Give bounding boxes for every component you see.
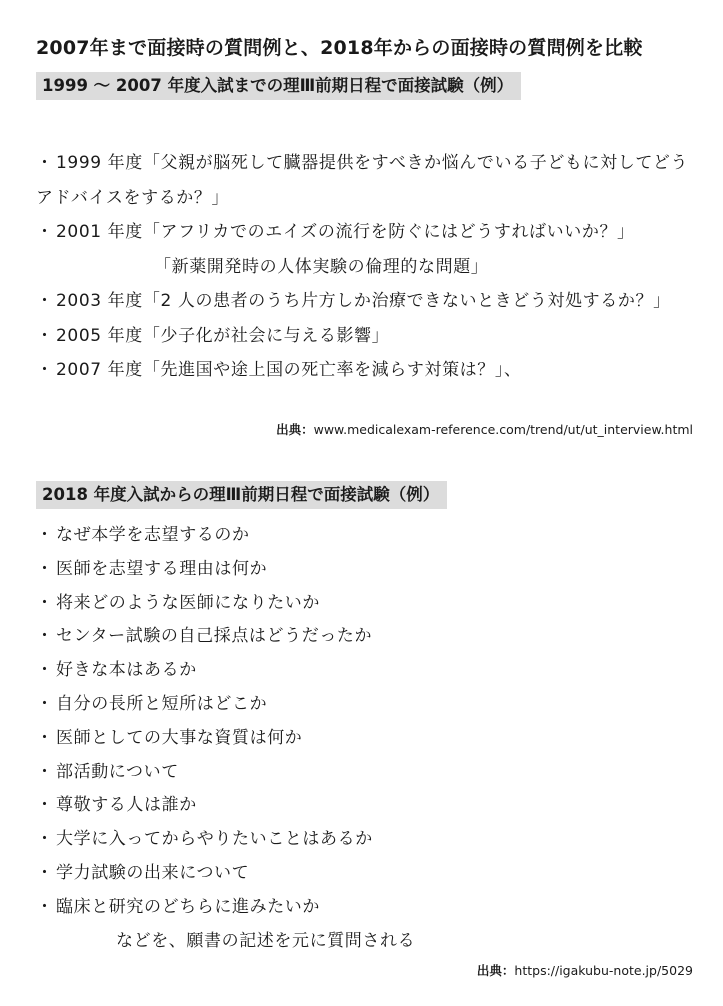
question-text: 将来どのような医師になりたいか <box>56 592 320 613</box>
question-text: なぜ本学を志望するのか <box>56 525 250 545</box>
bullet: ・ <box>36 291 54 311</box>
question-text: 部活動について <box>56 761 179 782</box>
section2-source <box>477 962 693 980</box>
bullet: ・ <box>36 795 54 816</box>
question-text: 大学に入ってからやりたいことはあるか <box>56 829 373 850</box>
source-url: https://igakubu-note.jp/5029 <box>514 963 693 978</box>
question-text: 医師を志望する理由は何か <box>56 558 268 579</box>
list-item <box>36 353 696 388</box>
bullet: ・ <box>36 727 54 748</box>
question-text: 臨床と研究のどちらに進みたいか <box>56 896 320 917</box>
list-item <box>36 823 696 857</box>
bullet: ・ <box>36 325 54 346</box>
list-item <box>36 146 696 215</box>
bullet: ・ <box>36 222 54 242</box>
question-text: 好きな本はあるか <box>56 660 197 681</box>
section1-question-list <box>36 146 696 388</box>
list-item <box>36 519 696 553</box>
source-label: 出典： <box>276 422 314 437</box>
question-text: 2003 年度「2 人の患者のうち片方しか治療できないときどう対処するか？」 <box>56 291 671 311</box>
bullet: ・ <box>36 862 54 883</box>
section2-question-list <box>36 519 696 925</box>
question-text: 尊敬する人は誰か <box>56 795 197 816</box>
bullet: ・ <box>36 896 54 917</box>
bullet: ・ <box>36 829 54 850</box>
bullet: ・ <box>36 525 54 545</box>
question-text: 「新薬開発時の人体実験の倫理的な問題」 <box>154 256 489 277</box>
question-text: センター試験の自己採点はどうだったか <box>56 626 373 647</box>
bullet: ・ <box>36 153 54 173</box>
list-item <box>36 250 696 285</box>
list-item <box>36 319 696 354</box>
source-label: 出典： <box>476 963 515 978</box>
list-item <box>36 756 696 790</box>
bullet: ・ <box>36 761 54 782</box>
question-text: 1999 年度「父親が脳死して臓器提供をすべきか悩んでいる子どもに対してどうアドバイスをするか？」 <box>36 153 689 208</box>
list-item <box>36 620 696 654</box>
list-item <box>36 553 696 587</box>
bullet: ・ <box>36 558 54 579</box>
list-item <box>36 688 696 722</box>
bullet: ・ <box>36 660 54 681</box>
list-item <box>36 891 696 925</box>
list-item <box>36 587 696 621</box>
question-text: 2005 年度「少子化が社会に与える影響」 <box>56 325 390 346</box>
question-text: 学力試験の出来について <box>56 862 250 883</box>
question-text: 自分の長所と短所はどこか <box>56 693 268 714</box>
closing-note: などを、願書の記述を元に質問される <box>116 931 416 951</box>
list-item <box>36 789 696 823</box>
list-item <box>36 284 696 319</box>
bullet: ・ <box>36 693 54 714</box>
section2-heading: 2018 年度入試からの理Ⅲ前期日程で面接試験（例） <box>36 481 447 509</box>
page-title: 2007年まで面接時の質問例と、2018年からの面接時の質問例を比較 <box>36 37 643 59</box>
question-text: 医師としての大事な資質は何か <box>56 727 303 748</box>
source-url: www.medicalexam-reference.com/trend/ut/ut_interview.html <box>313 422 693 437</box>
question-text: 2007 年度「先進国や途上国の死亡率を減らす対策は？」、 <box>56 360 522 380</box>
section1-heading: 1999 ～ 2007 年度入試までの理Ⅲ前期日程で面接試験（例） <box>36 72 521 100</box>
question-text: 2001 年度「アフリカでのエイズの流行を防ぐにはどうすればいいか？」 <box>56 222 635 242</box>
section1-source <box>276 421 693 439</box>
list-item <box>36 857 696 891</box>
list-item <box>36 215 696 250</box>
bullet: ・ <box>36 592 54 613</box>
bullet: ・ <box>36 360 54 380</box>
list-item <box>36 722 696 756</box>
list-item <box>36 654 696 688</box>
bullet: ・ <box>36 626 54 647</box>
